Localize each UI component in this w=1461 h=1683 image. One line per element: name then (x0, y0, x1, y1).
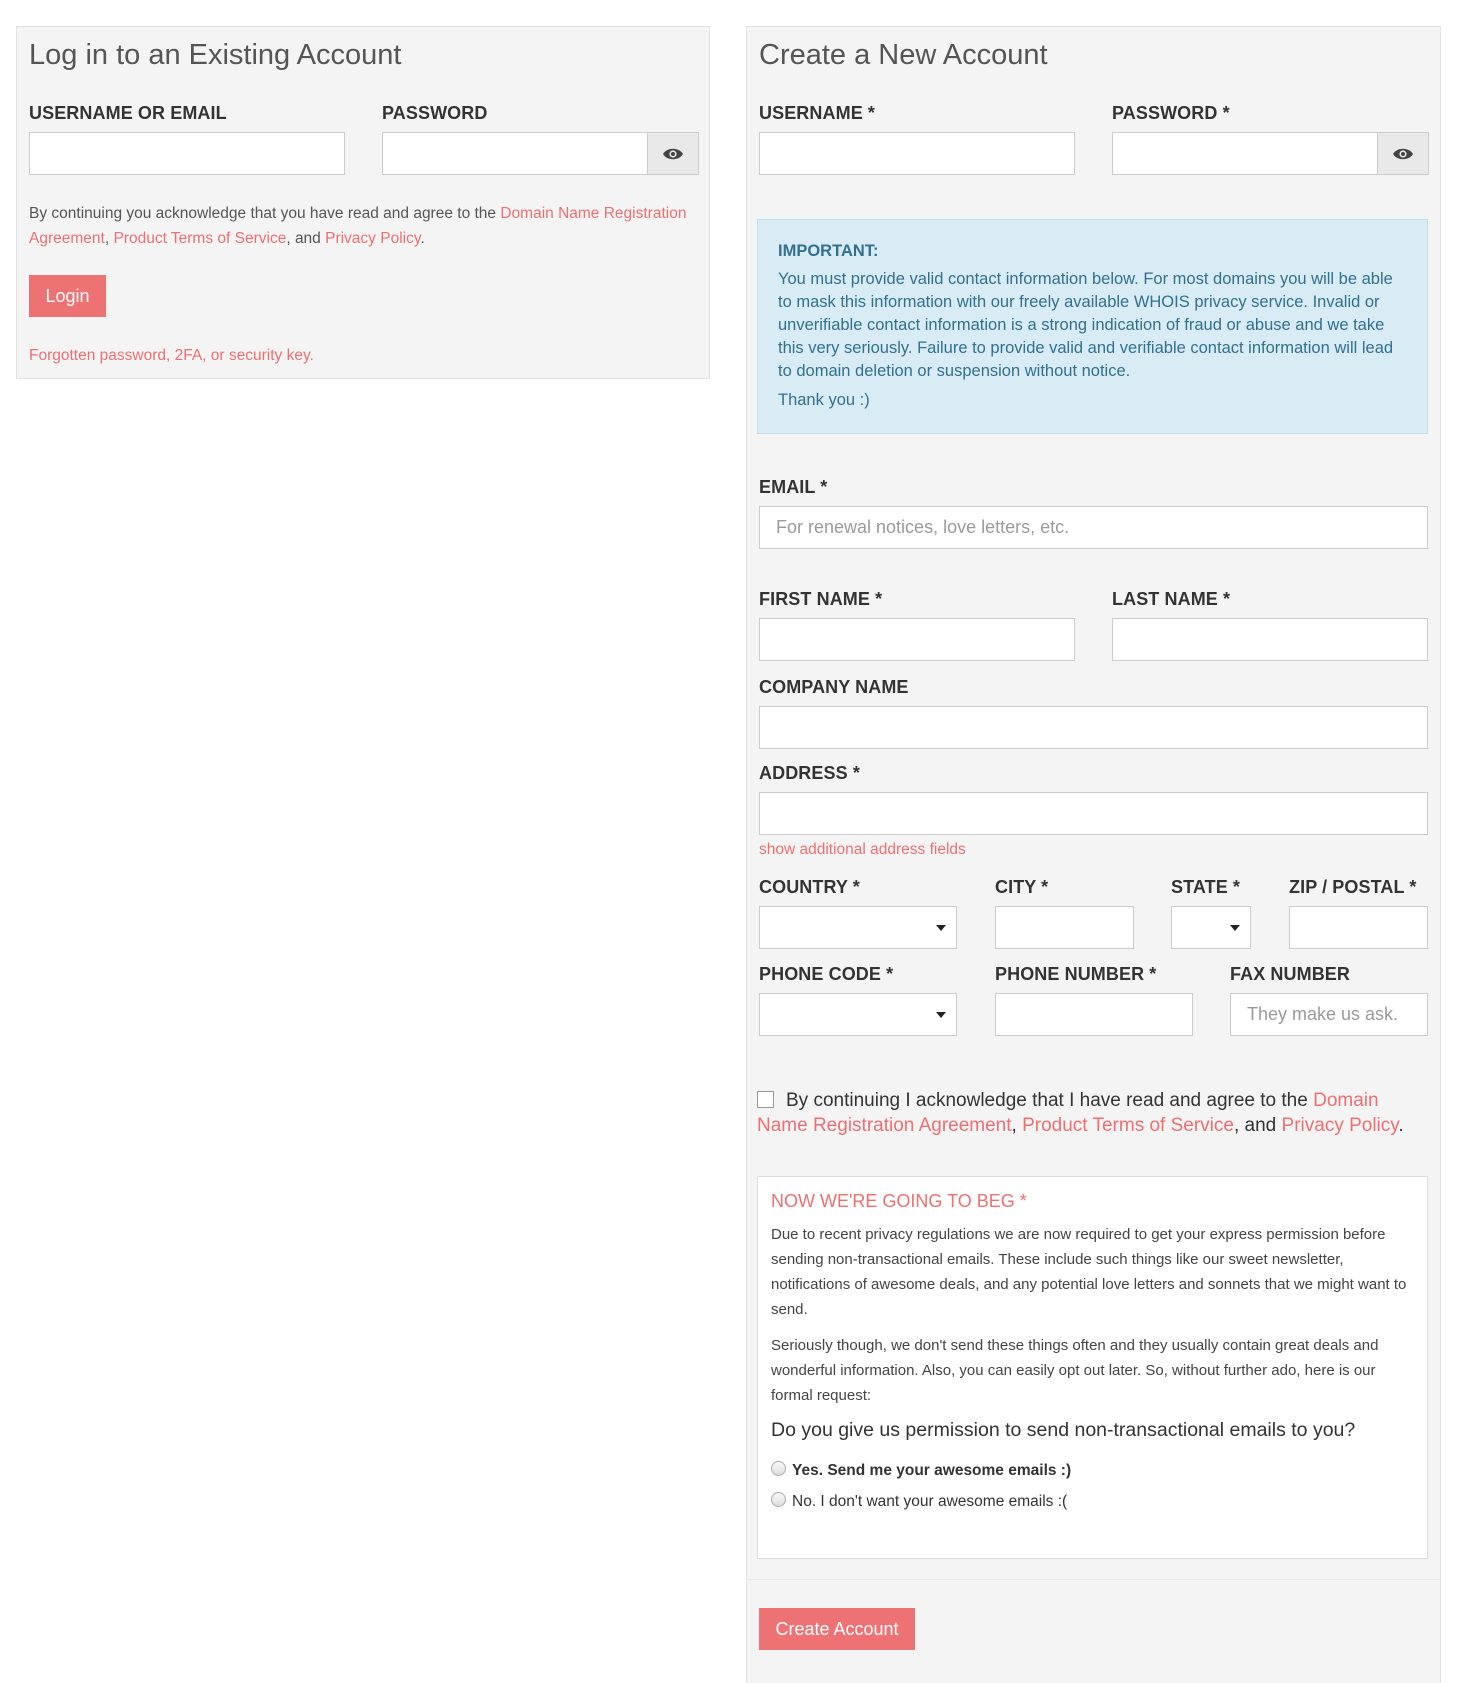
first-name-label: FIRST NAME * (759, 589, 883, 609)
signup-password-input[interactable] (1112, 132, 1378, 175)
login-terms-of-service-link[interactable]: Product Terms of Service (113, 230, 287, 247)
country-select[interactable] (759, 906, 957, 949)
divider (747, 1579, 1440, 1580)
beg-title: NOW WE'RE GOING TO BEG * (771, 1191, 1027, 1211)
phone-number-input[interactable] (995, 993, 1193, 1036)
signup-registration-agreement-link[interactable]: Domain Name Registration Agreement (757, 1090, 1379, 1136)
eye-icon (662, 147, 684, 161)
permission-question: Do you give us permission to send non-transactional emails to you? (771, 1419, 1356, 1441)
login-button[interactable]: Login (29, 275, 106, 317)
notice-thanks: Thank you :) (778, 391, 870, 409)
login-registration-agreement-link[interactable]: Domain Name Registration Agreement (29, 205, 687, 247)
permission-no-option[interactable] (771, 1493, 1414, 1511)
login-username-input[interactable] (29, 132, 345, 175)
caret-down-icon (1230, 925, 1240, 931)
fax-number-input[interactable] (1230, 993, 1428, 1036)
login-terms-prefix: By continuing you acknowledge that you have read and agree to the (29, 205, 501, 222)
signup-terms-prefix: By continuing I acknowledge that I have read and agree to the (786, 1090, 1314, 1111)
fax-number-label: FAX NUMBER (1230, 964, 1351, 984)
show-additional-address-link[interactable]: show additional address fields (759, 841, 966, 858)
permission-yes-option[interactable] (771, 1462, 1414, 1480)
login-terms-suffix: . (420, 230, 425, 247)
state-label: STATE * (1171, 877, 1241, 897)
email-label: EMAIL * (759, 477, 828, 497)
zip-label: ZIP / POSTAL * (1289, 877, 1417, 897)
signup-username-input[interactable] (759, 132, 1075, 175)
terms-checkbox[interactable] (757, 1091, 774, 1108)
company-name-label: COMPANY NAME (759, 677, 909, 697)
phone-number-label: PHONE NUMBER * (995, 964, 1157, 984)
phone-code-label: PHONE CODE * (759, 964, 894, 984)
permission-no-label[interactable]: No. I don't want your awesome emails :( (792, 1493, 1068, 1510)
address-input[interactable] (759, 792, 1428, 835)
create-account-button[interactable]: Create Account (759, 1608, 915, 1650)
forgot-password-link[interactable]: Forgotten password, 2FA, or security key. (29, 347, 314, 364)
email-input[interactable] (759, 506, 1428, 549)
last-name-input[interactable] (1112, 618, 1428, 661)
first-name-input[interactable] (759, 618, 1075, 661)
permission-yes-label[interactable]: Yes. Send me your awesome emails :) (792, 1462, 1072, 1479)
signup-terms-text (757, 1088, 1432, 1138)
signup-show-password-button[interactable] (1377, 132, 1429, 175)
signup-terms-of-service-link[interactable]: Product Terms of Service (1022, 1115, 1234, 1136)
login-show-password-button[interactable] (647, 132, 699, 175)
phone-code-select[interactable] (759, 993, 957, 1036)
signup-terms-sep-2: , and (1233, 1115, 1282, 1136)
signup-terms-suffix: . (1398, 1115, 1404, 1136)
caret-down-icon (936, 925, 946, 931)
login-title: Log in to an Existing Account (29, 39, 402, 71)
beg-paragraph-2: Seriously though, we don't send these things often and they usually contain great deals and wonderful information. Also, you can easily opt out later. So, without further ado, here is our formal request: (771, 1337, 1379, 1404)
email-permission-box (757, 1176, 1428, 1559)
notice-title: IMPORTANT: (778, 242, 879, 260)
signup-title: Create a New Account (759, 39, 1048, 71)
login-password-input[interactable] (382, 132, 648, 175)
login-terms-text (29, 201, 697, 251)
city-label: CITY * (995, 877, 1049, 897)
company-name-input[interactable] (759, 706, 1428, 749)
beg-paragraph-1: Due to recent privacy regulations we are now required to get your express permission before sending non-transactional emails. These include such things like our sweet newsletter, notifications of awesome deals, and any potential love letters and sonnets that we might want to send. (771, 1226, 1407, 1318)
permission-no-radio[interactable] (771, 1492, 786, 1507)
eye-icon (1392, 147, 1414, 161)
city-input[interactable] (995, 906, 1134, 949)
login-panel (16, 26, 710, 379)
country-label: COUNTRY * (759, 877, 860, 897)
last-name-label: LAST NAME * (1112, 589, 1231, 609)
login-password-label: PASSWORD (382, 103, 488, 123)
login-terms-sep-1: , (104, 230, 114, 247)
signup-panel (746, 26, 1441, 1683)
state-select[interactable] (1171, 906, 1251, 949)
permission-yes-radio[interactable] (771, 1461, 786, 1476)
notice-body: You must provide valid contact information below. For most domains you will be able to mask this information with our freely available WHOIS privacy service. Invalid or unverifiable contact information is a strong indication of fraud or abuse and we take this very seriously. Failure to provide valid and verifiable contact information will lead to domain deletion or suspension without notice. (778, 270, 1394, 380)
caret-down-icon (936, 1012, 946, 1018)
signup-password-label: PASSWORD * (1112, 103, 1230, 123)
login-username-label: USERNAME OR EMAIL (29, 103, 227, 123)
login-privacy-policy-link[interactable]: Privacy Policy (325, 230, 421, 247)
signup-privacy-policy-link[interactable]: Privacy Policy (1281, 1115, 1399, 1136)
signup-username-label: USERNAME * (759, 103, 876, 123)
zip-input[interactable] (1289, 906, 1428, 949)
address-label: ADDRESS * (759, 763, 860, 783)
login-terms-sep-2: , and (286, 230, 326, 247)
signup-terms-sep-1: , (1011, 1115, 1023, 1136)
important-notice (757, 219, 1428, 434)
